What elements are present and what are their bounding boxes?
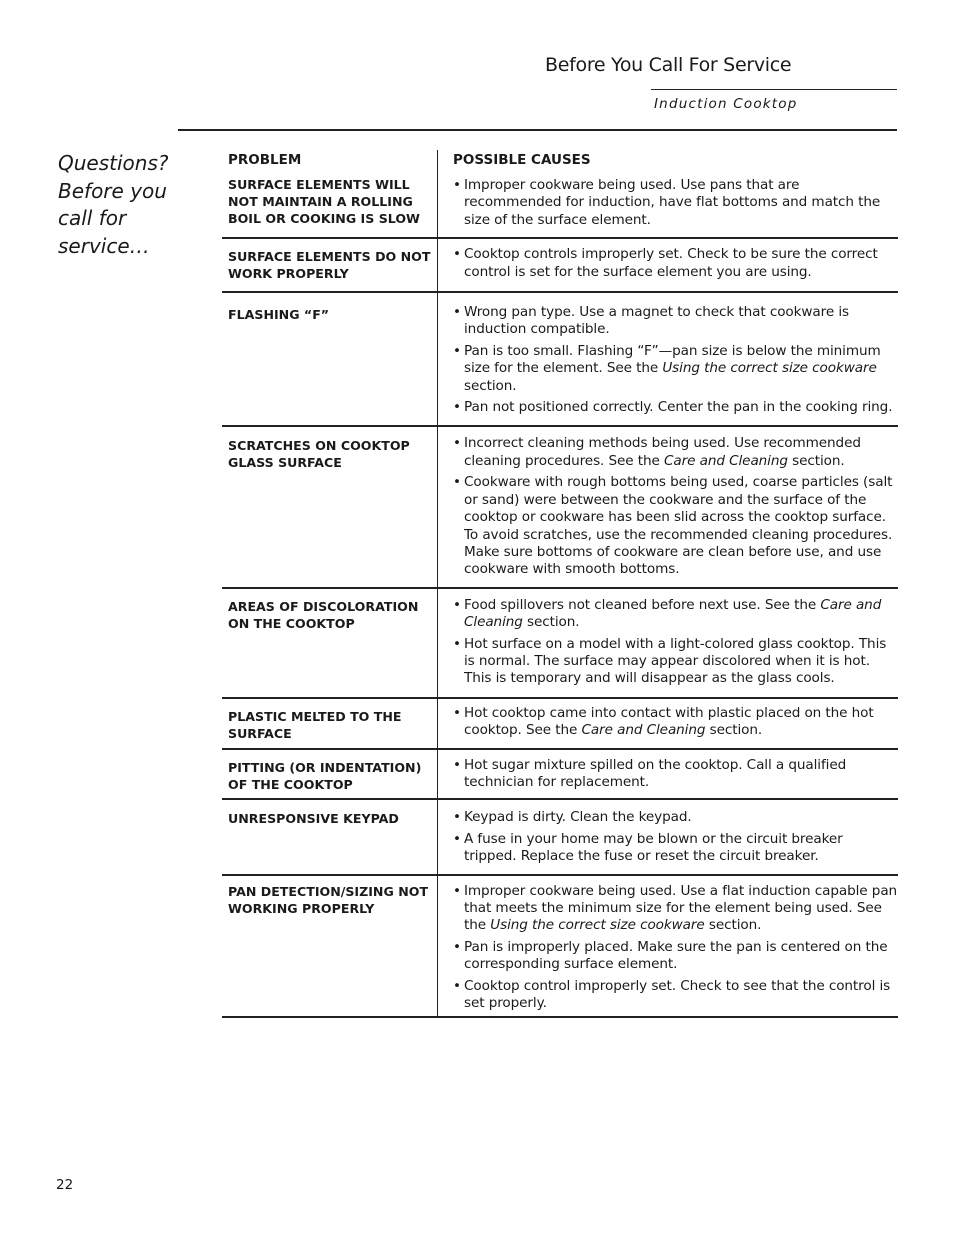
table-row — [222, 876, 898, 1019]
cause-text: Pan not positioned correctly. Center the pan in the cooking ring. — [464, 399, 893, 416]
bullet-icon: • — [453, 342, 461, 359]
problem-cell — [222, 750, 438, 799]
bullet-icon: • — [453, 304, 461, 321]
problem-cell — [222, 876, 438, 1017]
problem-text: PLASTIC MELTED TO THE SURFACE — [228, 708, 402, 741]
cause-item — [453, 343, 898, 395]
table-row — [222, 589, 898, 699]
cause-text: Hot surface on a model with a light-colored glass cooktop. This is normal. The surface may appear discolored when it is hot. This is temporary and will disappear as the glass cools. — [464, 635, 887, 687]
cause-text: Cookware with rough bottoms being used, coarse particles (salt or sand) were between the cookware and the surface of the cooktop or cookware has been slid across the cooktop surface. To avoid scratches, use the recommended cleaning procedures. Make sure bottoms of cookware are clean before use, and use cookware with smooth bottoms. — [464, 474, 893, 578]
cause-text: Keypad is dirty. Clean the keypad. — [464, 809, 692, 826]
problem-text: UNRESPONSIVE KEYPAD — [228, 811, 399, 827]
problem-cell — [222, 239, 438, 291]
table-row — [222, 750, 898, 801]
cause-text: Food spillovers not cleaned before next use. See the — [464, 596, 821, 613]
problem-cell — [222, 800, 438, 873]
cause-text: Cooktop control improperly set. Check to see that the control is set properly. — [464, 977, 891, 1012]
cause-text: Pan is too small. Flashing “F”—pan size is below the minimum size for the element. See the — [464, 342, 881, 377]
problem-text: PAN DETECTION/SIZING NOT WORKING PROPERLY — [228, 883, 429, 916]
bullet-icon: • — [453, 435, 461, 452]
table-row — [222, 239, 898, 293]
bullet-icon: • — [453, 596, 461, 613]
cause-text-tail: section. — [522, 614, 580, 631]
causes-cell — [438, 589, 898, 697]
cause-item — [453, 883, 898, 935]
problem-text: SURFACE ELEMENTS DO NOT WORK PROPERLY — [228, 249, 431, 282]
bullet-icon: • — [453, 177, 461, 193]
page-number: 22 — [56, 1177, 74, 1193]
table-row — [222, 800, 898, 875]
cause-reference: Care and Cleaning — [664, 452, 788, 469]
cause-text: Hot cooktop came into contact with plastic placed on the hot cooktop. See the — [464, 704, 874, 739]
bullet-icon: • — [453, 399, 461, 416]
cause-item — [453, 809, 898, 826]
cause-reference: Care and Cleaning — [581, 722, 706, 739]
problem-cell — [222, 427, 438, 586]
table-row — [222, 293, 898, 427]
cause-item — [453, 474, 898, 578]
cause-text: Improper cookware being used. Use a flat induction capable pan that meets the minimum size for the element being used. See the — [464, 882, 898, 934]
cause-item — [453, 597, 898, 632]
sidebar-heading — [58, 150, 183, 260]
sidebar-line: call for — [58, 206, 127, 230]
bullet-icon: • — [453, 704, 461, 721]
bullet-icon: • — [453, 635, 461, 652]
cause-item — [453, 705, 898, 740]
cause-text: Cooktop controls improperly set. Check to be sure the correct control is set for the surface element you are using. — [464, 246, 878, 280]
page-header-subtitle: Induction Cooktop — [654, 96, 798, 112]
problem-text: PITTING (OR INDENTATION) OF THE COOKTOP — [228, 759, 422, 792]
cause-text: A fuse in your home may be blown or the circuit breaker tripped. Replace the fuse or reset the circuit breaker. — [464, 830, 843, 865]
bullet-icon: • — [453, 474, 461, 491]
cause-reference: Using the correct size cookware — [490, 917, 705, 934]
bullet-icon: • — [453, 882, 461, 899]
table-row — [222, 699, 898, 750]
problem-cell — [222, 699, 438, 748]
bullet-icon: • — [453, 830, 461, 847]
causes-cell — [438, 699, 898, 748]
cause-text: Improper cookware being used. Use pans that are recommended for induction, have flat bottoms and match the size of the surface element. — [464, 177, 881, 228]
cause-item — [453, 304, 898, 339]
problem-cell — [222, 589, 438, 697]
header-divider — [651, 89, 897, 90]
problem-column-header: PROBLEM — [228, 152, 302, 168]
cause-text-tail: section. — [464, 377, 517, 394]
table-row — [222, 427, 898, 588]
problem-text: SCRATCHES ON COOKTOP GLASS SURFACE — [228, 438, 410, 471]
problem-text: FLASHING “F” — [228, 307, 330, 323]
sidebar-line: Questions? — [58, 151, 169, 175]
causes-column-header: POSSIBLE CAUSES — [453, 152, 591, 168]
cause-item — [453, 435, 898, 470]
cause-item — [453, 831, 898, 866]
bullet-icon: • — [453, 246, 461, 263]
sidebar-line: Before you — [58, 178, 167, 203]
causes-cell — [438, 750, 898, 799]
page-header-title: Before You Call For Service — [545, 54, 792, 76]
sidebar-line: service… — [58, 233, 150, 258]
causes-cell — [438, 427, 898, 586]
section-divider — [178, 129, 897, 131]
cause-text: Wrong pan type. Use a magnet to check that cookware is induction compatible. — [464, 304, 849, 338]
cause-text-tail: section. — [704, 917, 762, 934]
table-row — [222, 150, 898, 239]
problem-cell — [222, 150, 438, 237]
cause-item — [453, 978, 898, 1013]
causes-cell — [438, 150, 898, 237]
problem-text: SURFACE ELEMENTS WILL NOT MAINTAIN A ROLLING BOIL OR COOKING IS SLOW — [228, 177, 420, 226]
causes-cell — [438, 800, 898, 873]
cause-text-tail: section. — [705, 722, 763, 739]
cause-item — [453, 177, 898, 229]
cause-text-tail: section. — [787, 452, 845, 469]
problem-cell — [222, 293, 438, 425]
causes-cell — [438, 293, 898, 425]
cause-reference: Care and Cleaning — [464, 596, 882, 631]
bullet-icon: • — [453, 977, 461, 994]
causes-cell — [438, 239, 898, 291]
bullet-icon: • — [453, 756, 461, 773]
cause-reference: Using the correct size cookware — [662, 360, 877, 377]
cause-item — [453, 939, 898, 974]
cause-item — [453, 399, 898, 416]
cause-text: Hot sugar mixture spilled on the cooktop. Call a qualified technician for replacement. — [464, 756, 847, 790]
cause-item — [453, 636, 898, 688]
cause-item — [453, 246, 898, 281]
problem-text: AREAS OF DISCOLORATION ON THE COOKTOP — [228, 598, 419, 631]
cause-text: Incorrect cleaning methods being used. Use recommended cleaning procedures. See the — [464, 435, 861, 469]
cause-item — [453, 757, 898, 792]
bullet-icon: • — [453, 938, 461, 955]
bullet-icon: • — [453, 809, 461, 826]
troubleshooting-table — [222, 150, 898, 1018]
causes-cell — [438, 876, 898, 1017]
cause-text: Pan is improperly placed. Make sure the pan is centered on the corresponding surface element. — [464, 938, 888, 973]
